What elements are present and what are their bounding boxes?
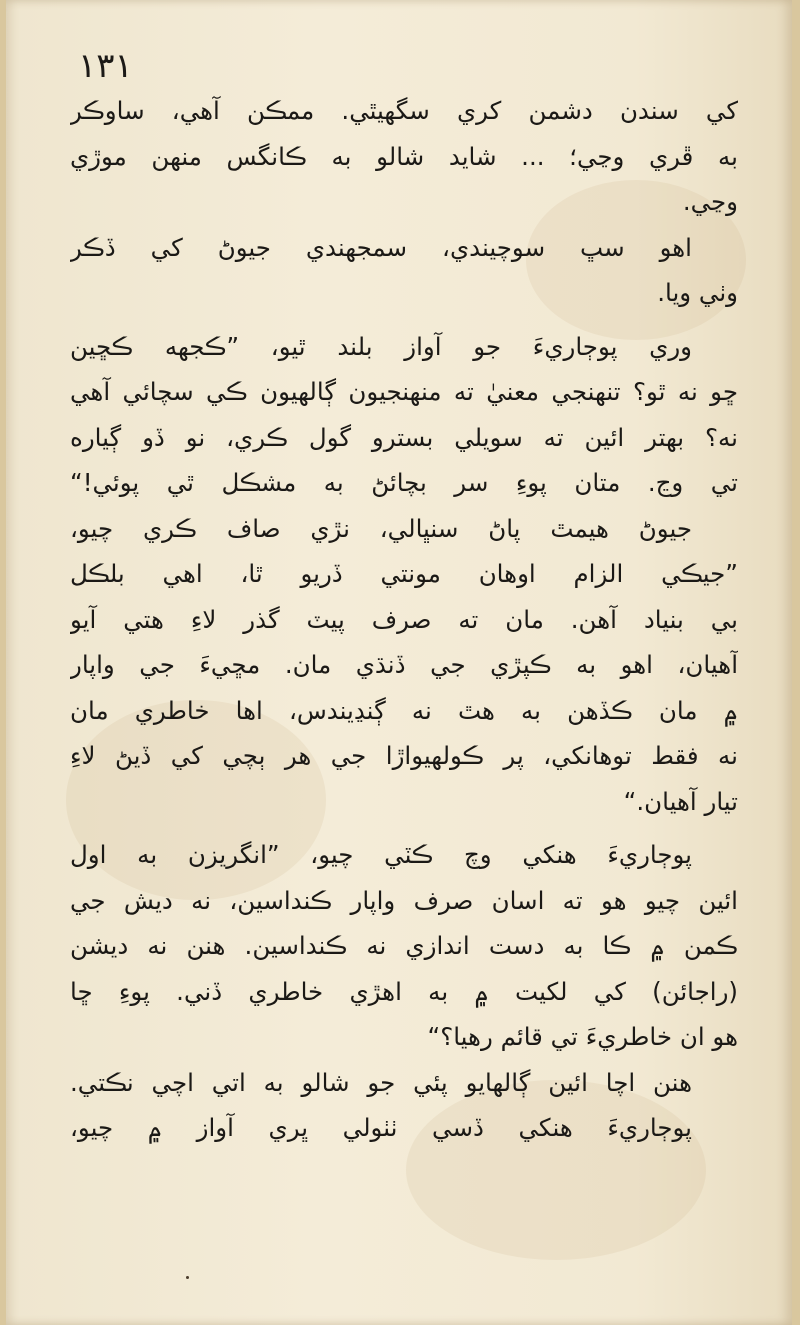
text-line: وٺي ويا. [657, 278, 738, 307]
text-line: هو ان خاطريءَ تي قائم رهيا؟“ [427, 1022, 738, 1051]
text-line: اهو سڀ سوچيندي، سمجهندي جيوڻ کي ڏڪر [70, 232, 692, 262]
page-number: ۱۳۱ [78, 46, 133, 86]
text-line: وري پوڄاريءَ جو آواز بلند ٿيو، ”ڪجهه ڪڇين [70, 331, 692, 361]
text-line: نه؟ بهتر ائين ته سويلي بسترو گول ڪري، نو ڏو ڳياره [70, 422, 738, 452]
text-line: بي بنياد آهن. مان ته صرف پيٽ گذر لاءِ هتي آيو [70, 604, 738, 634]
text-line: ڪمن ۾ ڪا به دست اندازي نه ڪنداسين. هنن نه ديشن [70, 931, 738, 960]
text-line: هنن اچا ائين ڳالهايو پئي جو شالو به اتي اچي نڪتي. [70, 1067, 692, 1097]
text-line: آهيان، اهو به ڪپڙي جي ڏنڌي مان. مڇيءَ جي واپار [70, 650, 738, 679]
text-line: پوڄاريءَ هنکي ڏسي ٺٺولي ڀري آواز ۾ چيو، [70, 1113, 692, 1142]
text-line: ائين چيو هو ته اسان صرف واپار ڪنداسين، نه ديش جي [70, 885, 738, 915]
text-line: ۾ مان ڪڏهن به هٿ نه ڳنڍيندس، اها خاطري مان [70, 695, 738, 725]
body-text [70, 88, 738, 1151]
text-line: پوڄاريءَ هنکي وچ ڪٽي چيو، ”انگريزن به اول [70, 840, 692, 869]
text-line: جيوڻ هيمٿ پاڻ سنڀالي، نڙي صاف ڪري چيو، [70, 513, 692, 543]
text-line: ”جيڪي الزام اوهان مونتي ڏريو ٿا، اهي بلڪل [70, 559, 738, 588]
text-line: تيار آهيان.“ [623, 786, 738, 816]
text-line: تي وڃ. متان پوءِ سر بچائڻ به مشڪل ٿي پوئي!“ [70, 468, 738, 497]
text-line: وڃي. [682, 187, 738, 216]
ink-spot [186, 1276, 189, 1279]
text-line: (راجائن) کي لکيت ۾ به اهڙي خاطري ڏني. پوءِ ڇا [70, 976, 738, 1006]
text-line: نه فقط توهانکي، پر ڪولهيواڙا جي هر ٻچي کي ڏيڻ لاءِ [70, 741, 738, 770]
text-line: به ڦري وڃي؛ ... شايد شالو به ڪانگس منهن موڙي [70, 141, 738, 171]
text-line: ڇو نه ٿو؟ تنهنجي معنيٰ ته منهنجيون ڳالهيون ڪي سچائي آهي [70, 377, 738, 406]
text-line: کي سندن دشمن کري سگهيٿي. ممڪن آهي، ساوڪر [70, 96, 738, 125]
